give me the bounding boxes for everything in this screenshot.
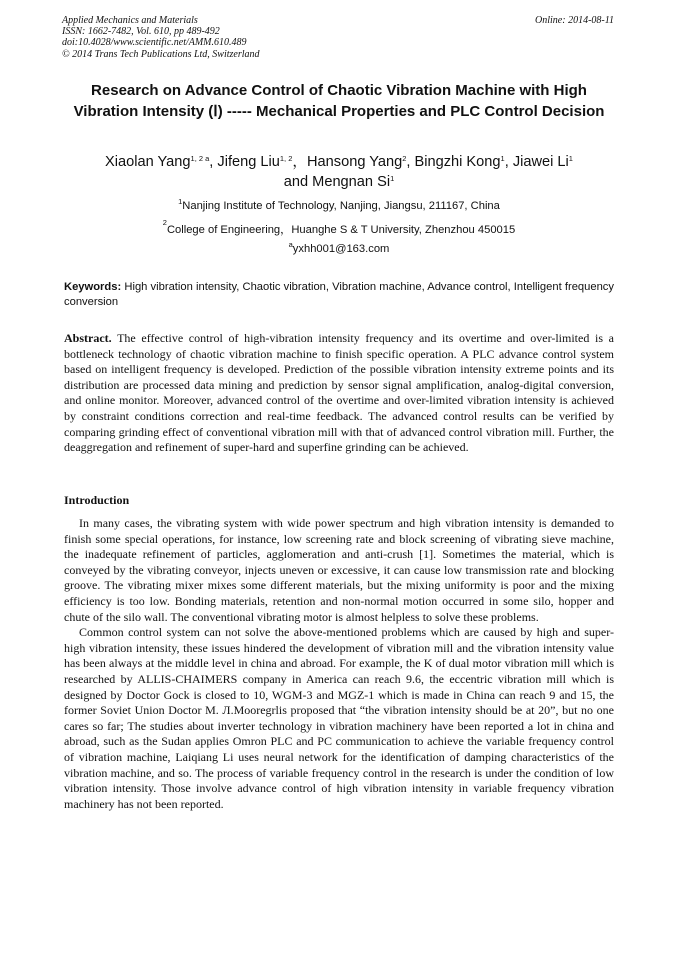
keywords-label: Keywords: <box>64 281 122 293</box>
affiliation-1: $^1$Nanjing Institute of Technology, Nanjing, Jiangsu, 211167, China <box>178 197 500 212</box>
keywords-block <box>64 280 614 310</box>
author: Bingzhi Kong$^1$, <box>414 154 513 170</box>
body-paragraph: Common control system can not solve the above-mentioned problems which are caused by high and super-high vibration intensity, these issues hindered the development of vibration mill and the vibration intensity value has been always at the middle level in china and abroad. For example, the K of dual motor vibration mill which is researched by ALLIS-CHAIMERS company in America can reach 9.6, the eccentric vibration mill which is designed by Doctor Gock is closed to 10, WGM-3 and MGZ-1 which is made in China can reach 9 and 15, the former Soviet Union Doctor M. Л.Mooregrlis proposed that “the vibration intensity should be at 20”, but no one cares so far; The studies about inverter technology in vibration machinery have been reported a lot in china and abroad, such as the Sudan applies Omron PLC and PC communication to achieve the variable frequency control of vibration machine, Laiqiang Li uses neural network for the identification of damping characteristics of the vibration machine, and so. The process of variable frequency control in the research is under the condition of low vibration intensity. Those involve advance control of high vibration intensity in variable frequency vibration machinery has not been reported. <box>64 625 614 811</box>
journal-header <box>62 15 260 60</box>
affiliation-2: $^2$College of Engineering，Huanghe S & T University, Zhenzhou 450015 <box>162 218 516 236</box>
introduction-body <box>64 516 614 812</box>
author: Jiawei Li$^1$ <box>512 154 573 170</box>
journal-name: Applied Mechanics and Materials <box>62 15 198 26</box>
issn-line: ISSN: 1662-7482, Vol. 610, pp 489-492 <box>62 26 220 38</box>
author-list <box>62 152 616 192</box>
abstract-text: The effective control of high-vibration intensity frequency and its overtime and over-limited is a bottleneck technology of chaotic vibration machine to finish specific operation. A PLC advance control system based on intelligent frequency is developed. Prediction of the possible vibration intensity extreme points and its distribution are processed data mining and prediction by sensor signal amplification, analog-digital conversion, and online monitor. Moreover, advanced control of the overtime and over-limited vibration intensity is achieved by constraint conditions correction and real-time feedback. The advanced control results can be verified by comparing grinding effect of conventional vibration mill with that of advanced control vibration mill. Further, the deaggregation and refinement of super-hard and superfine grinding can be achieved. <box>64 331 614 455</box>
section-heading-introduction: Introduction <box>64 493 130 507</box>
author: Xiaolan Yang$^{1, 2 a}$, <box>105 154 218 170</box>
body-paragraph: In many cases, the vibrating system with wide power spectrum and high vibration intensity is demanded to finish some special operations, for instance, low screening rate and block screening of vibrating sieve machine, the inadequate refinement of particles, agglomeration and anti-crush [1]. Sometimes the material, which is conveyed by the vibrating conveyor, injects uneven or excessive, it can cause low transmission rate and blocking groove. The vibrating mixer mixes some different materials, but the mixing uniformity is poor and the mixing efficiency is too low. Bonding materials, retention and non-normal motion occurred in some silo, hopper and chute of the silo wall. The conventional vibrating motor is almost helpless to solve these problems. <box>64 516 614 624</box>
online-date: Online: 2014-08-11 <box>535 15 614 26</box>
keywords-text: High vibration intensity, Chaotic vibration, Vibration machine, Advance control, Intelligent frequency conversion <box>64 281 614 309</box>
author-email: $^a$yxhh001@163.com <box>288 240 390 255</box>
abstract-label: Abstract. <box>64 331 112 345</box>
paper-title: Research on Advance Control of Chaotic Vibration Machine with High Vibration Intensity (Ⅰ) ----- Mechanical Properties and PLC Control Decision <box>73 82 605 120</box>
doi-line: doi:10.4028/www.scientific.net/AMM.610.489 <box>62 37 247 49</box>
copyright-line: © 2014 Trans Tech Publications Ltd, Switzerland <box>62 48 260 60</box>
author: Hansong Yang$^2$, <box>307 154 415 170</box>
author: Jifeng Liu$^{1, 2}$， <box>217 154 308 170</box>
author: and Mengnan Si$^1$ <box>283 174 395 190</box>
abstract-block <box>64 331 614 456</box>
